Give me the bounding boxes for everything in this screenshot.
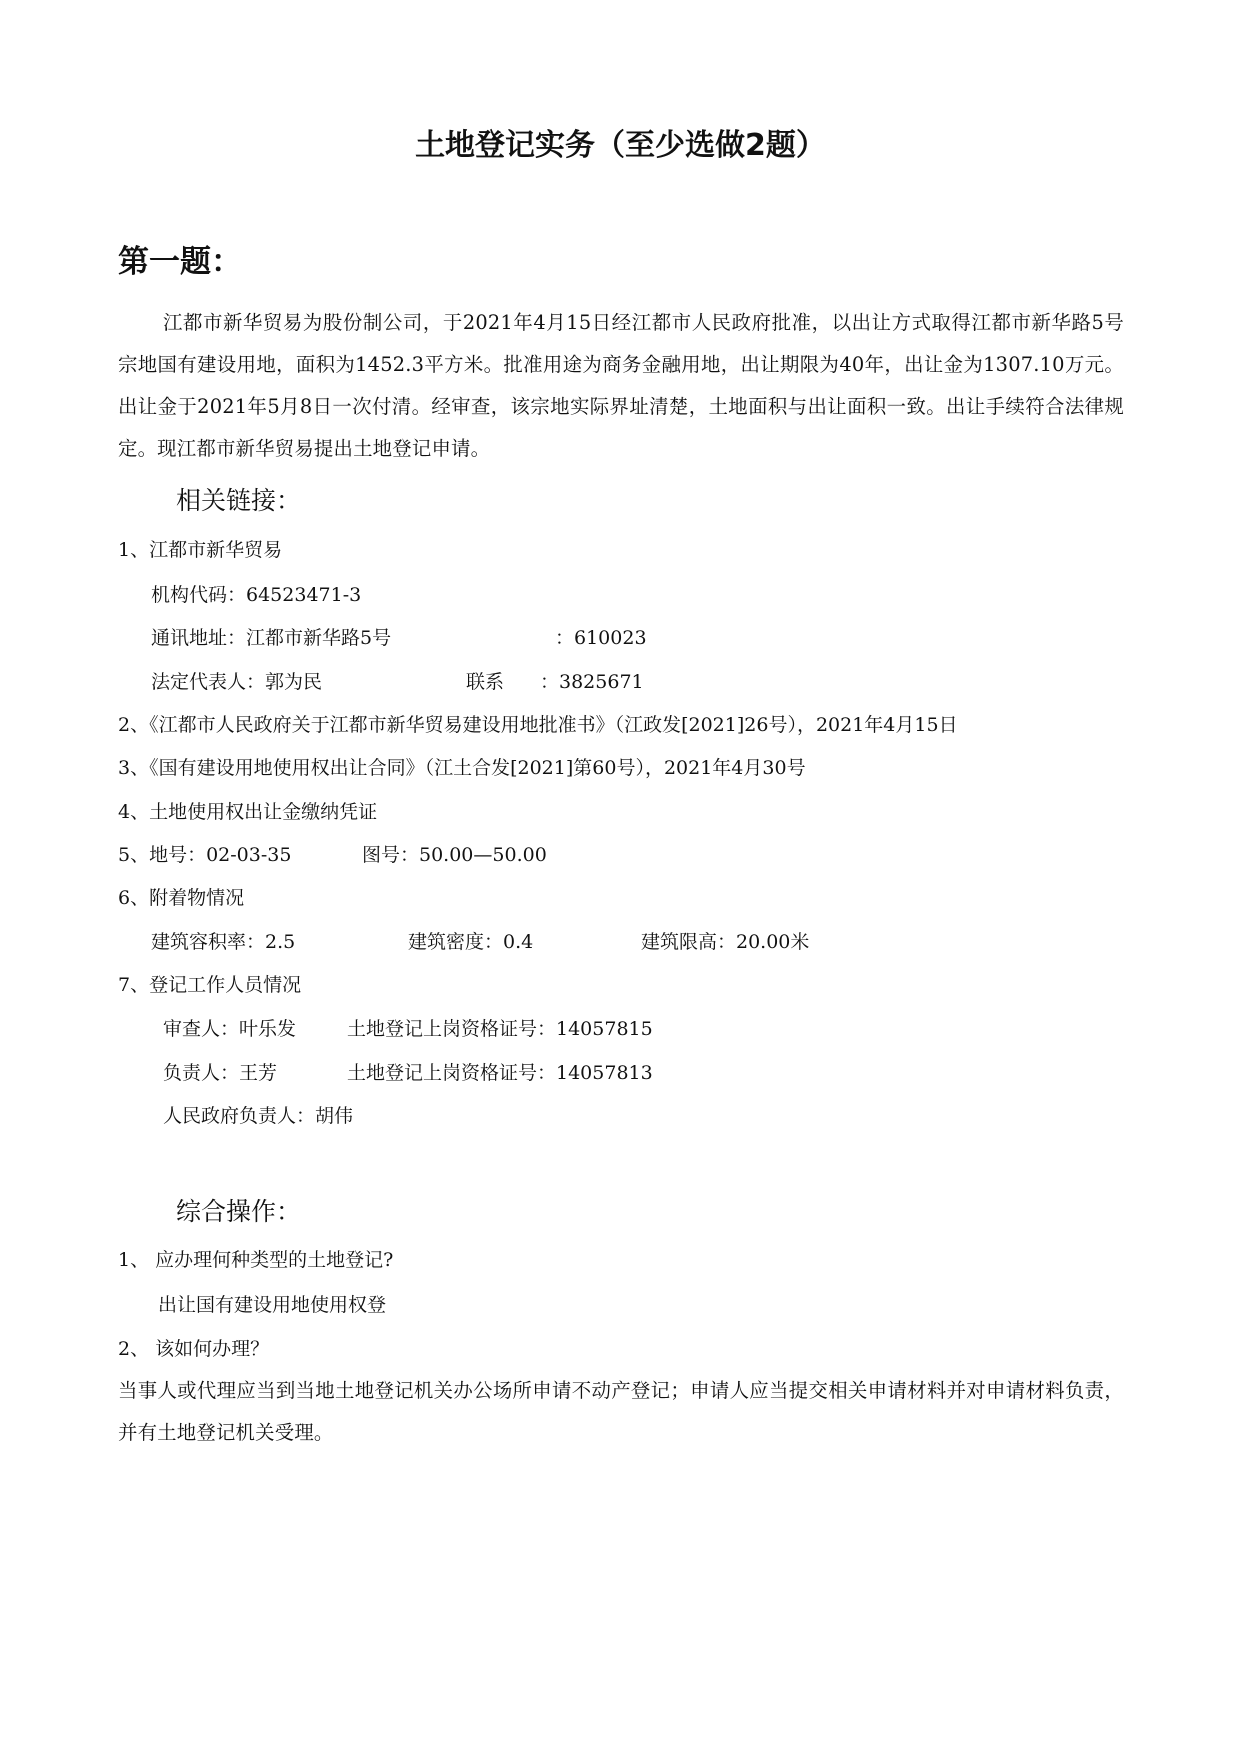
contact-label: 联系 — [466, 671, 505, 693]
case-paragraph: 江都市新华贸易为股份制公司，于2021年4月15日经江都市人民政府批准，以出让方式取得江都市新华路5号宗地国有建设用地，面积为1452.3平方米。批准用途为商务金融用地，出让期限为40年，出让金为1307.10万元。出让金于2021年5月8日一次付清。经审查，该宗地实际界址清楚，土地面积与出让面积一致。出让手续符合法律规定。现江都市新华贸易提出土地登记申请。 — [118, 311, 1124, 460]
link-item-7: 7、登记工作人员情况 — [118, 974, 302, 996]
document-title: 土地登记实务（至少选做2题） — [415, 128, 826, 163]
link-item-4: 4、土地使用权出让金缴纳凭证 — [118, 801, 378, 823]
reviewer: 审查人：叶乐发 — [163, 1018, 297, 1040]
legal-representative: 法定代表人：郭为民 — [151, 671, 323, 693]
responsible-person: 负责人：王芳 — [163, 1062, 278, 1084]
ops-question-2: 2、 该如何办理？ — [118, 1338, 270, 1360]
height-limit: 建筑限高：20.00米 — [641, 931, 810, 953]
org-code: 机构代码：64523471-3 — [151, 584, 362, 606]
question-heading: 第一题： — [118, 244, 242, 280]
ops-answer-1: 出让国有建设用地使用权登 — [158, 1294, 387, 1316]
ops-question-1: 1、 应办理何种类型的土地登记? — [118, 1249, 394, 1271]
phone: ：3825671 — [540, 671, 644, 693]
reviewer-cert: 土地登记上岗资格证号：14057815 — [347, 1018, 653, 1040]
responsible-cert: 土地登记上岗资格证号：14057813 — [347, 1062, 653, 1084]
links-heading: 相关链接： — [176, 486, 302, 515]
address: 通讯地址：江都市新华路5号 — [151, 627, 392, 649]
link-item-2: 2、《江都市人民政府关于江都市新华贸易建设用地批准书》（江政发[2021]26号），2021年4月15日 — [118, 714, 958, 736]
link-item-6: 6、附着物情况 — [118, 887, 245, 909]
link-item-1: 1、江都市新华贸易 — [118, 539, 283, 561]
map-number: 图号：50.00—50.00 — [362, 844, 547, 866]
floor-area-ratio: 建筑容积率：2.5 — [151, 931, 296, 953]
ops-answer-2: 当事人或代理应当到当地土地登记机关办公场所申请不动产登记；申请人应当提交相关申请材料并对申请材料负责，并有土地登记机关受理。 — [118, 1379, 1124, 1444]
link-item-3: 3、《国有建设用地使用权出让合同》（江土合发[2021]第60号），2021年4月30号 — [118, 757, 806, 779]
parcel-number: 5、地号：02-03-35 — [118, 844, 292, 866]
gov-head: 人民政府负责人：胡伟 — [163, 1105, 354, 1127]
ops-heading: 综合操作： — [176, 1197, 302, 1226]
postcode: ：610023 — [555, 627, 647, 649]
building-density: 建筑密度：0.4 — [408, 931, 534, 953]
